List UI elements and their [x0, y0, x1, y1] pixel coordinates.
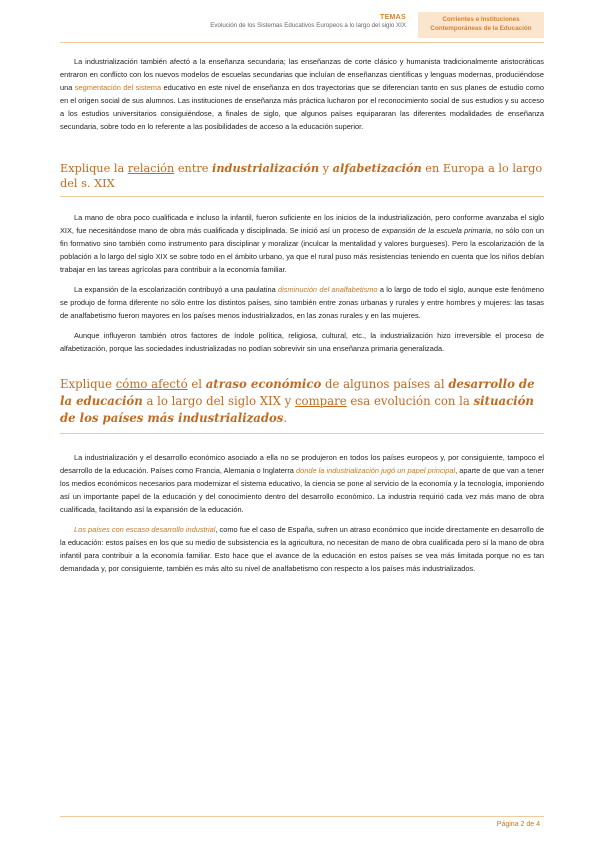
text: La industrialización también afectó a la enseñanza secundaria; las enseñanzas de corte clásico y humanista tradicionalmente aristocráticas entraron en conflicto con los nuevos modelos de escuelas secundarias que incluían de enseñanzas científicas y lenguas modernas, produciéndose una — [60, 57, 544, 93]
heading-underlined: relación — [127, 161, 175, 175]
heading-keyword: desarrollo de la educación — [60, 376, 535, 408]
highlight-term: disminución del analfabetismo — [278, 285, 378, 295]
heading-keyword: atraso económico — [205, 376, 322, 391]
text: La mano de obra poco cualificada e incluso la infantil, fueron suficiente en los inicios de la industrialización, pero conforme avanzaba el siglo XIX, fue necesitándose mano de obra más cualificada y disciplinada. Se inició así un proceso de — [60, 212, 544, 235]
heading-text: el — [187, 376, 206, 391]
heading-text: a lo largo del siglo XIX y — [142, 393, 295, 408]
paragraph-less-developed-countries — [60, 523, 544, 575]
paragraph-secondary-education — [60, 55, 544, 134]
heading-keyword: alfabetización — [332, 160, 422, 175]
header-subject-line1: Corrientes e Instituciones — [442, 16, 520, 23]
heading-text: Explique la — [60, 161, 128, 175]
header-subject-box — [418, 12, 544, 38]
heading-text: de algunos países al — [321, 376, 449, 391]
page-content — [60, 48, 544, 575]
question-heading-1 — [60, 161, 544, 197]
paragraph-other-factors — [60, 329, 544, 355]
heading-text: en Europa a lo largo del s. XIX — [60, 161, 543, 190]
highlight-term: Los países con escaso desarrollo industrial — [74, 524, 216, 534]
heading-text: entre — [174, 161, 213, 175]
text: , como fue el caso de España, sufren un atraso económico que incide directamente en desarrollo de la educación: estos países en los que su medio de subsistencia es la agricultura, no necesitan de mano de obra cualificada pero sí la mano de obra infantil para contribuir a la economía familiar. Esto hace que el avance de la educación en estos países se vea más limitada porque no es tan demandada y, por consiguiente, también es más alto su nivel de analfabetismo con respecto a los países más industrializados. — [60, 524, 544, 574]
heading-underlined: compare — [295, 393, 347, 408]
heading-underlined: cómo afectó — [115, 376, 188, 391]
heading-text: y — [319, 161, 333, 175]
heading-keyword: situación de los países más industrializados — [60, 393, 534, 425]
page-header — [60, 12, 544, 40]
paragraph-industrialized-countries — [60, 451, 544, 516]
emphasis-term: expansión de la escuela primaria — [381, 225, 491, 235]
question-heading-2 — [60, 376, 544, 434]
header-label: TEMAS — [380, 14, 406, 21]
header-course-info — [210, 14, 406, 29]
text: , aparte de que van a tener los medios económicos necesarios para modernizar el sistema educativo, la ciencia se pone al servicio de la economía y la tecnología, imponiendo así un importante papel de la educación y del conocimiento dentro del desarrollo económico. La industria requirió cada vez más mano de obra cualificada, facilitando así la expansión de la educación. — [60, 465, 544, 514]
text: a lo largo de todo el siglo, aunque este fenómeno se produjo de forma diferente no sólo entre los distintos países, sino también entre zonas urbanas y rurales y entre hombres y mujeres: las tasas de analfabetismo fueron mayores en los países menos industrializados, en las zonas rurales y en las mujeres. — [60, 285, 544, 321]
header-subtitle: Evolución de los Sistemas Educativos Europeos a lo largo del siglo XIX — [210, 22, 406, 29]
highlight-term: donde la industrialización jugó un papel principal — [296, 465, 456, 475]
text: Aunque influyeron también otros factores de índole política, religiosa, cultural, etc., la industrialización hizo irreversible el proceso de alfabetización, porque las sociedades industrializadas no podían sobrevivir sin una enseñanza primaria generalizada. — [60, 331, 544, 354]
highlight-term: segmentación del sistema — [74, 83, 162, 93]
heading-text: Explique — [60, 376, 116, 391]
footer-divider — [60, 816, 544, 817]
heading-keyword: industrialización — [212, 160, 320, 175]
text: , no sólo con un fin formativo sino también como instrumento para disciplinar y moralizar (inculcar la mentalidad y valores burgueses). Pero la escolarización de la población a lo largo del siglo XIX se sobre todo en el ámbito urbano, ya que el rural puso más resistencias teniendo en cuenta que los niños debían trabajar en las tareas agrícolas para contribuir a la economía familiar. — [60, 225, 544, 274]
header-divider — [60, 42, 544, 43]
header-subject-line2: Contemporáneas de la Educación — [430, 25, 532, 32]
paragraph-literacy — [60, 283, 544, 322]
page-number: Página 2 de 4 — [496, 821, 540, 828]
text: La industrialización y el desarrollo económico asociado a ella no se produjeron en todos los países europeos y, por consiguiente, tampoco el desarrollo de la educación. Países como Francia, Alemania o Inglaterra — [60, 452, 544, 475]
text: educativo en este nivel de enseñanza en dos trayectorias que se diferencian tanto en sus planes de estudio como en el origen social de sus alumnos. Las instituciones de enseñanza más práctica lucharon por el reconocimiento social de sus estudios y su acceso a los estudios universitarios consiguiéndose, a finales de siglo, que algunos países equipararan las diferentes modalidades de enseñanza secundaria, sobre todo en lo referente a las posibilidades de acceso a la educación superior. — [60, 83, 544, 132]
paragraph-labor-force — [60, 211, 544, 276]
heading-text: esa evolución con la — [346, 393, 474, 408]
text: La expansión de la escolarización contribuyó a una paulatina — [74, 285, 279, 295]
heading-text: . — [283, 410, 288, 425]
